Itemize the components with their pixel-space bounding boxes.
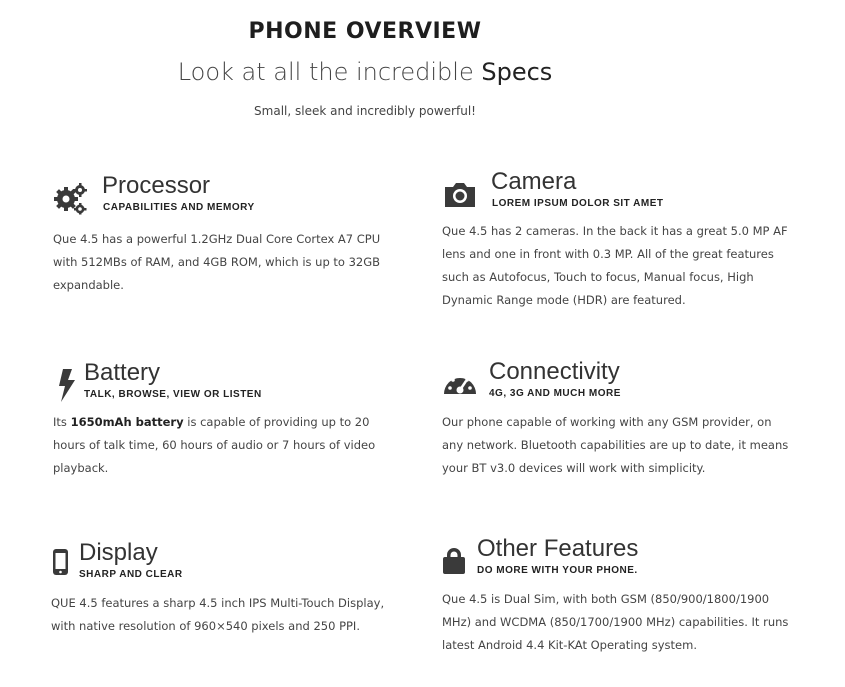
feature-subtitle: CAPABILITIES AND MEMORY [103, 202, 255, 213]
feature-other [442, 535, 792, 657]
subtitle-lead: Look at all the incredible [177, 58, 474, 86]
feature-subtitle: TALK, BROWSE, VIEW OR LISTEN [84, 389, 262, 400]
feature-title: Processor [102, 172, 211, 199]
battery-capacity: 1650mAh battery [70, 415, 184, 429]
feature-connectivity [442, 358, 792, 480]
feature-description [53, 411, 403, 480]
feature-title: Camera [491, 168, 577, 195]
feature-description: QUE 4.5 features a sharp 4.5 inch IPS Multi-Touch Display, with native resolution of 960×540 pixels and 250 PPI. [51, 596, 385, 633]
feature-title: Other Features [477, 535, 639, 562]
feature-subtitle: DO MORE WITH YOUR PHONE. [477, 565, 638, 576]
page-subtitle [0, 58, 730, 86]
feature-description: Que 4.5 has a powerful 1.2GHz Dual Core Cortex A7 CPU with 512MBs of RAM, and 4GB ROM, which is up to 32GB expandable. [53, 232, 381, 292]
feature-processor [53, 172, 403, 297]
feature-title: Connectivity [489, 358, 620, 385]
tagline: Small, sleek and incredibly powerful! [254, 104, 476, 118]
subtitle-emphasis: Specs [481, 58, 553, 86]
gears-icon [53, 180, 89, 216]
feature-description: Que 4.5 is Dual Sim, with both GSM (850/900/1800/1900 MHz) and WCDMA (850/1700/1900 MHz) capabilities. It runs latest Android 4.4 Kit-KAt Operating system. [442, 592, 789, 652]
feature-display [51, 539, 401, 638]
camera-icon [442, 176, 478, 212]
feature-description-rest: is capable of providing up to 20 hours of talk time, 60 hours of audio or 7 hours of video playback. [53, 415, 376, 475]
feature-description-lead: Its [53, 415, 71, 429]
page-title: PHONE OVERVIEW [248, 19, 482, 44]
feature-description: Que 4.5 has 2 cameras. In the back it has a great 5.0 MP AF lens and one in front with 0.3 MP. All of the great features such as Autofocus, Touch to focus, Manual focus, High Dynamic Range mode (HDR) are featured. [442, 224, 788, 307]
speedometer-icon [442, 366, 478, 402]
feature-title: Battery [84, 359, 161, 386]
feature-title: Display [79, 539, 158, 566]
feature-battery [53, 359, 403, 480]
feature-description: Our phone capable of working with any GSM provider, on any network. Bluetooth capabilities are up to date, it means your BT v3.0 devices will work with simplicity. [442, 415, 789, 475]
lock-icon [442, 543, 478, 579]
feature-subtitle: SHARP AND CLEAR [79, 569, 183, 580]
feature-subtitle: 4G, 3G AND MUCH MORE [489, 388, 621, 399]
feature-camera [442, 168, 792, 312]
feature-subtitle: LOREM IPSUM DOLOR SIT AMET [492, 198, 664, 209]
